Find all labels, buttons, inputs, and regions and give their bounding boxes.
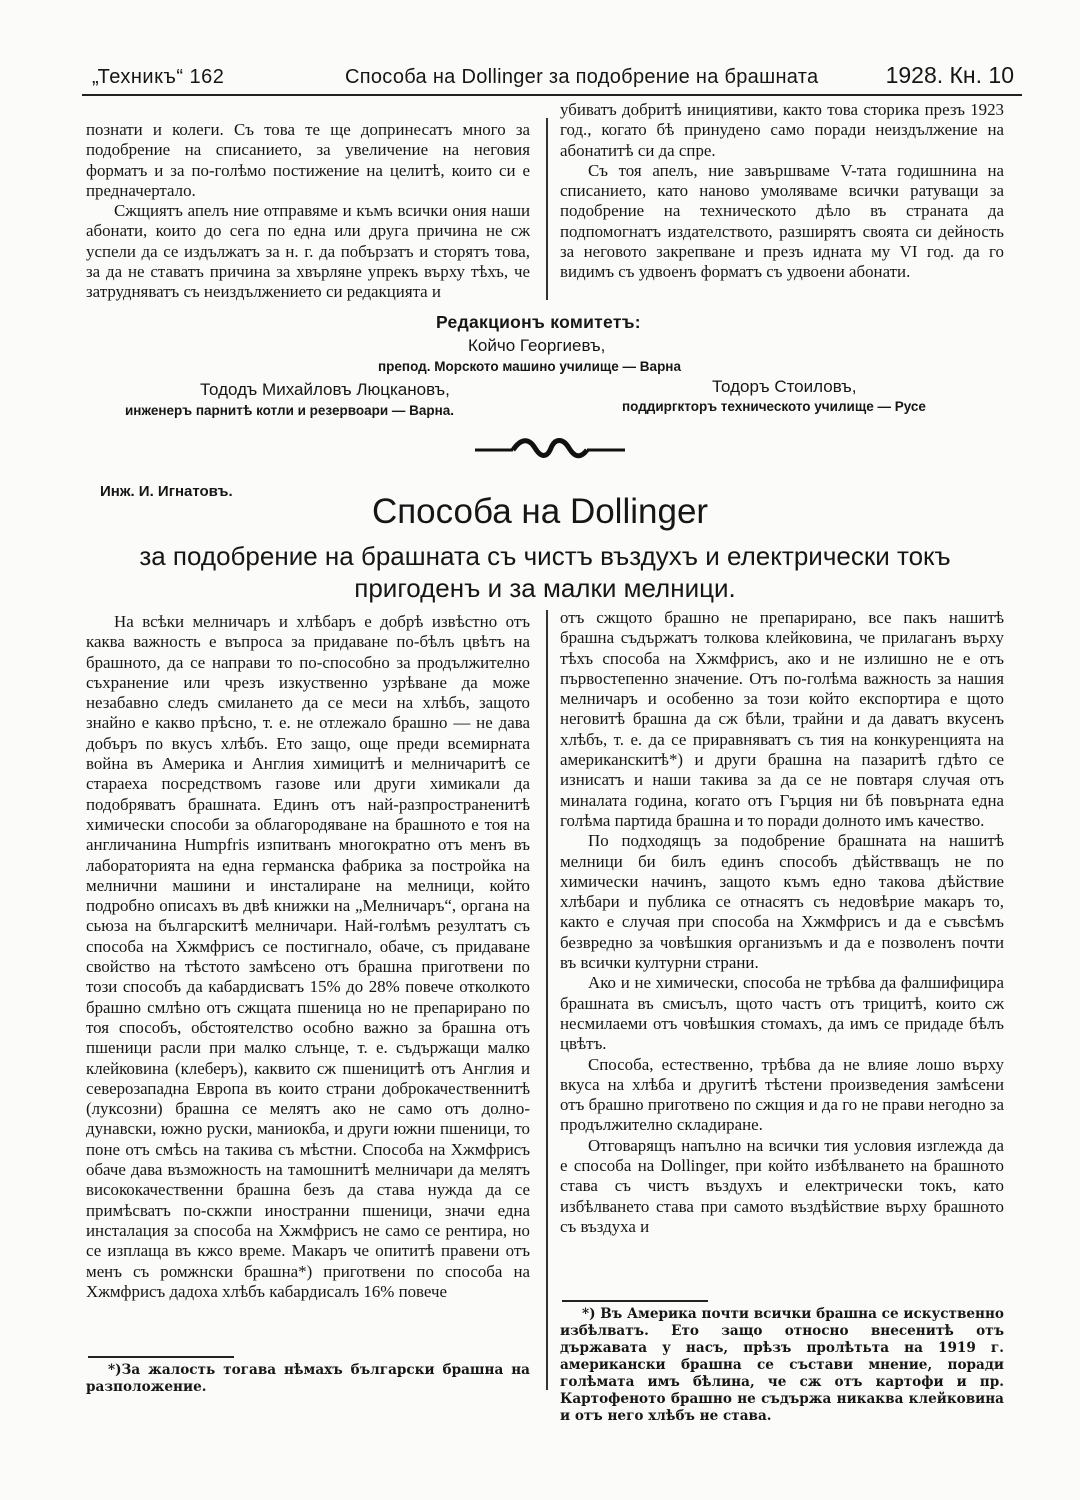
ornament-divider-icon [475, 436, 625, 464]
committee-member-name: Койчо Георгиевъ, [468, 336, 606, 355]
committee-member-name: Тододъ Михайловъ Люцкановъ, [200, 380, 450, 399]
column-divider [546, 118, 548, 300]
running-head [82, 62, 1022, 96]
article-right-column [560, 608, 1004, 1237]
intro-left-paragraph: Сжщиятъ апелъ ние отправяме и къмъ всички ония наши абонати, които до сега по една или друга причина не сж успели да се издължатъ за н. г. да побързатъ и сторятъ това, за да не ставатъ причина за хвърляне упрекъ върху тѣхъ, че затрудняватъ съ неиздължението си редакцията и [86, 201, 530, 302]
header-rule [82, 94, 1022, 96]
running-head-journal: „Техникъ“ 162 [92, 66, 225, 88]
article-paragraph: Отговарящъ напълно на всички тия условия изглежда да е способа на Dollinger, при който избѣлването на брашното става съ чистъ въздухъ и електрически токъ, като избѣлването става при самото въздѣйствие върху брашното съ въздуха и [560, 1135, 1004, 1236]
footnote-text: *) Въ Америка почти всички брашна се искуственно избѣлватъ. Ето защо относно внесенитѣ отъ държавата у насъ, прѣзъ пролѣтьта на 1919 г. американски брашна се състави мнение, поради голѣмата имъ бѣлина, че сж отъ картофи и пр. Картофеното брашно не съдържа никаква клейковина и отъ него хлѣбъ не става. [560, 1306, 1004, 1424]
intro-left-paragraph: познати и колеги. Съ това те ще допринесатъ много за подобрение на списанието, за увеличение на неговия форматъ и за по-голѣмо постижение на целитѣ, които си е предначертало. [86, 120, 530, 200]
intro-left-column [86, 120, 530, 303]
footnote-rule [562, 1300, 708, 1302]
intro-right-paragraph: убиватъ добритѣ инициятиви, както това сторика презъ 1923 год., когато бѣ принудено само поради неиздължение на абонатитѣ си да спре. [560, 100, 1004, 160]
footnote-rule [88, 1356, 234, 1358]
committee-member-name: Тодоръ Стоиловъ, [712, 377, 857, 396]
committee-member-role: препод. Морското машино училище — Варна [378, 359, 681, 374]
article-title: Способа на Dollinger [371, 492, 709, 531]
article-paragraph: отъ сжщото брашно не препарирано, все пакъ нашитѣ брашна съдържатъ толкова клейковина, че прилаганъ върху тѣхъ способа на Хжмфрисъ, ако и не излишно не е отъ първостепенно значение. Отъ по-голѣма важность за нашия мелничаръ и особенно за този който експортира е щото неговитѣ брашна да сж бѣли, трайни и да даватъ вкусенъ хлѣбъ, т. е. да се приравняватъ съ тия на конкуренцията на американскитѣ*) и други брашна на пазаритѣ гдѣто се изнисатъ и наши такива за да се не повтаря случая отъ миналата година, когато отъ Гърция ни бѣ повърната една голѣма партида брашна и то поради долното имъ качество. [560, 608, 1004, 830]
article-subtitle: за подобрение на брашната съ чистъ въздухъ и електрически токъ пригоденъ и за малки мелници. [139, 541, 951, 603]
article-paragraph: На всѣки мелничаръ и хлѣбаръ е добрѣ извѣстно отъ каква важность е въпроса за придаване по-бѣлъ цвѣтъ на брашното, да се направи то по-способно за продължително съхранение или чрезъ изкуственно узрѣване да може незабавно следъ смилането да се меси на хлѣбъ, защото знайно е какво прѣсно, т. е. не отлежало брашно — не дава добъръ по вкусъ хлѣбъ. Ето защо, още преди всемирната война въ Америка и Англия химицитѣ и мелничаритѣ се стараеха посредствомъ газове или други химикали да подобряватъ брашната. Единъ отъ най-разпространенитѣ химически способи за облагородяване на брашното е тоя на англичанина Humpfris изпитванъ многократно отъ менъ въ лабораторията на една германска фабрика за постройка на мелнични машини и инсталиране на мелници, който подробно описахъ въ двѣ книжки на „Мелничаръ“, органа на сьюза на българскитѣ мелничари. Най-голѣмъ резултатъ съ способа на Хжмфрисъ се постигнало, обаче, съ придаване свойство на тѣстото замѣсено отъ брашна приготвени по този способъ да кабардисватъ 15% до 28% повече отколкото брашно смлѣно отъ сжщата пшеница но не препарирано по тоя способъ, обстоятелство особно важно за брашна отъ пшеници расли при малко слънце, т. е. съдържащи малко клейковина (клеберъ), каквито сж пшеницитѣ отъ Англия и северозападна Европа въ които страни доброкачественнитѣ (луксозни) брашна се мелятъ ако не само отъ долно-дунавски, южно руски, маниокба, и други южни пшеници, то поне отъ смѣсь на такива съ мѣстни. Способа на Хжмфрисъ обаче дава възможность на тамошнитѣ мелничари да мелятъ висококачественни брашна безъ да става нужда да се примѣсватъ по-скжпи иностранни пшеници, значи една инсталация за способа на Хжмфрисъ не само се рентира, но се изплаща въ кжсо време. Макаръ че опититѣ правени отъ менъ съ ромжнски брашна*) приготвени по способа на Хжмфрисъ дадоха хлѣбъ кабардисалъ 16% повече [86, 612, 530, 1301]
running-head-title: Способа на Dollinger за подобрение на брашната [345, 66, 819, 88]
committee-member-role: поддиргкторъ техническото училище — Русе [622, 399, 926, 414]
article-paragraph: Способа, естественно, трѣбва да не влияе лошо върху вкуса на хлѣба и другитѣ тѣстени произведения замѣсени отъ брашно приготвено по сжщия и да го не прави негодно за продължително складиране. [560, 1054, 1004, 1135]
intro-right-paragraph: Съ тоя апелъ, ние завършваме V-тата годишнина на списанието, като наново умоляваме всички ратуващи за подобрение на техническото дѣло въ страната да подпомогнатъ издателството, разширятъ своята си дейность за неговото закрепване и презъ идната му VI год. да го видимъ съ удвоенъ форматъ съ удвоени абонати. [560, 160, 1004, 282]
intro-right-column [560, 100, 1004, 283]
footnote-text: *)За жалость тогава нѣмахъ български брашна на разположение. [86, 1362, 530, 1395]
article-left-column [86, 612, 530, 1302]
article-paragraph: По подходящъ за подобрение брашната на нашитѣ мелници би билъ единъ способъ дѣйствващъ не по химически начинъ, защото къмъ едно такова дѣйствие хлѣбари и публика се отнасятъ съ недовѣрие макаръ то, както е случая при способа на Хжмфрисъ и да е съвсѣмъ безвредно за човѣшкия организъмъ и да е позволенъ почти въ всички културни страни. [560, 831, 1004, 973]
footnote-right [560, 1306, 1004, 1425]
committee-member-role: инженеръ парнитѣ котли и резервоари — Варна. [125, 403, 455, 418]
footnote-left [86, 1362, 530, 1396]
committee-heading: Редакционъ комитетъ: [436, 312, 641, 332]
running-head-issue: 1928. Кн. 10 [885, 62, 1014, 88]
column-divider [546, 610, 548, 1390]
article-paragraph: Ако и не химически, способа не трѣбва да фалшифицира брашната въ смисълъ, щото частъ отъ трицитѣ, които сж несмилаеми отъ човѣшкия стомахъ, да имъ се придаде бѣлъ цвѣтъ. [560, 973, 1004, 1054]
article-author: Инж. И. Игнатовъ. [100, 483, 233, 500]
